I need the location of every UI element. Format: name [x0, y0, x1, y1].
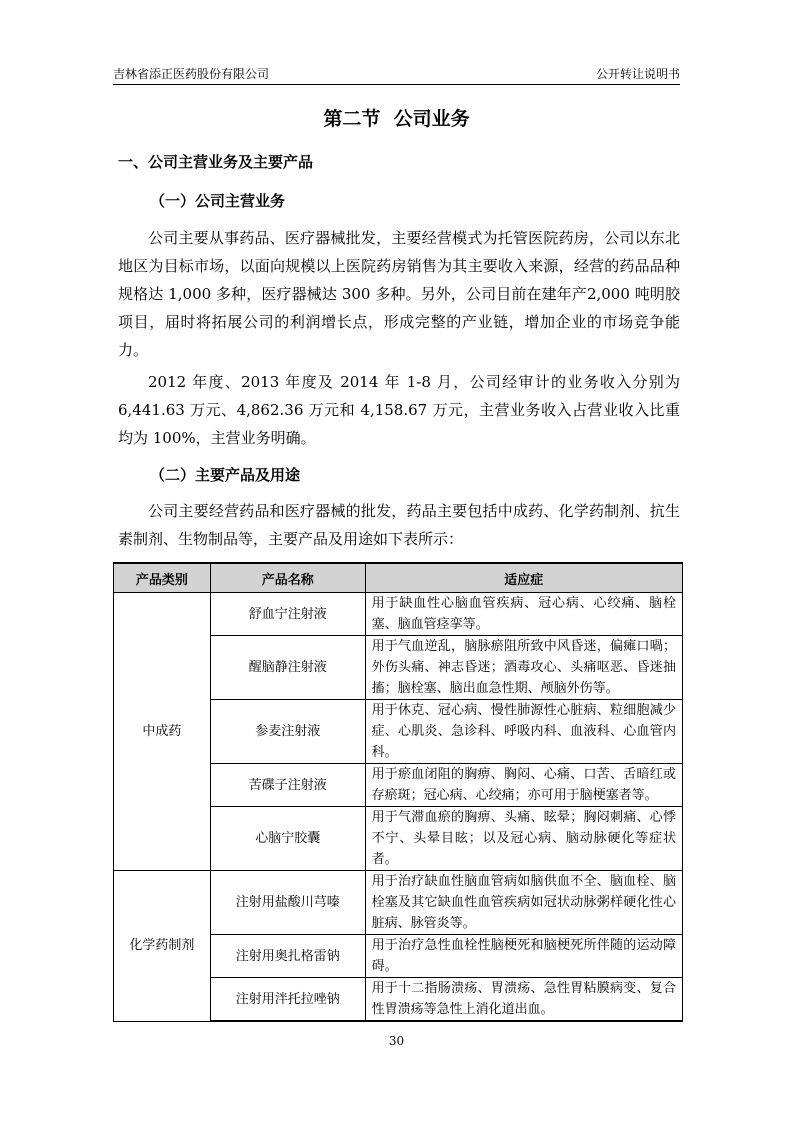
table-row — [114, 871, 683, 935]
heading-main-business: （一）公司主营业务 — [150, 192, 286, 210]
header-company: 吉林省添正医药股份有限公司 — [113, 67, 270, 81]
heading-main-products: （二）主要产品及用途 — [150, 466, 301, 484]
product-name-cell: 醒脑静注射液 — [210, 636, 365, 700]
product-name-cell: 舒血宁注射液 — [210, 593, 365, 636]
paragraph-revenue: 2012 年度、2013 年度及 2014 年 1-8 月，公司经审计的业务收入分别为6,441.63 万元、4,862.36 万元和 4,158.67 万元，主营业务收入占营业收入比重均为 100%，主营业务明确。 — [118, 373, 680, 447]
indication-cell: 用于十二指肠溃疡、胃溃疡、急性胃粘膜病变、复合性胃溃疡等急性上消化道出血。 — [365, 978, 682, 1022]
products-table — [113, 562, 683, 1022]
product-name-cell: 注射用泮托拉唑钠 — [210, 978, 365, 1022]
paragraph-business-overview: 公司主要从事药品、医疗器械批发，主要经营模式为托管医院药房，公司以东北地区为目标市场，以面向规模以上医院药房销售为其主要收入来源，经营的药品品种规格达 1,000 多种，医疗器械达 300 多种。另外，公司目前在建年产2,000 吨明胶项目，届时将拓展公司的利润增长点，形成完整的产业链，增加企业的市场竞争能力。 — [118, 229, 680, 359]
indication-cell: 用于治疗缺血性脑血管病如脑供血不全、脑血栓、脑栓塞及其它缺血性血管疾病如冠状动脉粥样硬化性心脏病、脉管炎等。 — [365, 871, 682, 935]
product-name-cell: 注射用奥扎格雷钠 — [210, 935, 365, 978]
indication-cell: 用于瘀血闭阻的胸痹、胸闷、心痛、口苦、舌暗红或存瘀斑；冠心病、心绞痛；亦可用于脑梗塞者等。 — [365, 764, 682, 807]
indication-cell: 用于治疗急性血栓性脑梗死和脑梗死所伴随的运动障碍。 — [365, 935, 682, 978]
header-product-name: 产品名称 — [210, 563, 365, 593]
header-category: 产品类别 — [114, 563, 211, 593]
section-title: 第二节 公司业务 — [323, 108, 470, 130]
paragraph-products-intro: 公司主要经营药品和医疗器械的批发，药品主要包括中成药、化学药制剂、抗生素制剂、生物制品等，主要产品及用途如下表所示： — [118, 502, 680, 548]
heading-main-business-products: 一、公司主营业务及主要产品 — [118, 153, 314, 171]
indication-cell: 用于缺血性心脑血管疾病、冠心病、心绞痛、脑栓塞、脑血管痉挛等。 — [365, 593, 682, 636]
product-name-cell: 注射用盐酸川芎嗪 — [210, 871, 365, 935]
category-cell: 中成药 — [114, 593, 211, 871]
indication-cell: 用于气血逆乱，脑脉瘀阻所致中风昏迷，偏瘫口喎；外伤头痛、神志昏迷；酒毒攻心、头痛呕恶、昏迷抽搐；脑栓塞、脑出血急性期、颅脑外伤等。 — [365, 636, 682, 700]
indication-cell: 用于休克、冠心病、慢性肺源性心脏病、粒细胞减少症、心肌炎、急诊科、呼吸内科、血液科、心血管内科。 — [365, 700, 682, 764]
header-rule — [113, 84, 680, 85]
product-name-cell: 苦碟子注射液 — [210, 764, 365, 807]
table-row — [114, 593, 683, 636]
header-doc-type: 公开转让说明书 — [595, 67, 680, 81]
header-indication: 适应症 — [365, 563, 682, 593]
product-name-cell: 参麦注射液 — [210, 700, 365, 764]
page-number: 30 — [388, 1034, 405, 1048]
product-name-cell: 心脑宁胶囊 — [210, 807, 365, 871]
indication-cell: 用于气滞血瘀的胸痹、头痛、眩晕；胸闷刺痛、心悸不宁、头晕目眩；以及冠心病、脑动脉硬化等症状者。 — [365, 807, 682, 871]
category-cell: 化学药制剂 — [114, 871, 211, 1022]
table-header-row — [114, 563, 683, 593]
page-header — [113, 63, 680, 83]
